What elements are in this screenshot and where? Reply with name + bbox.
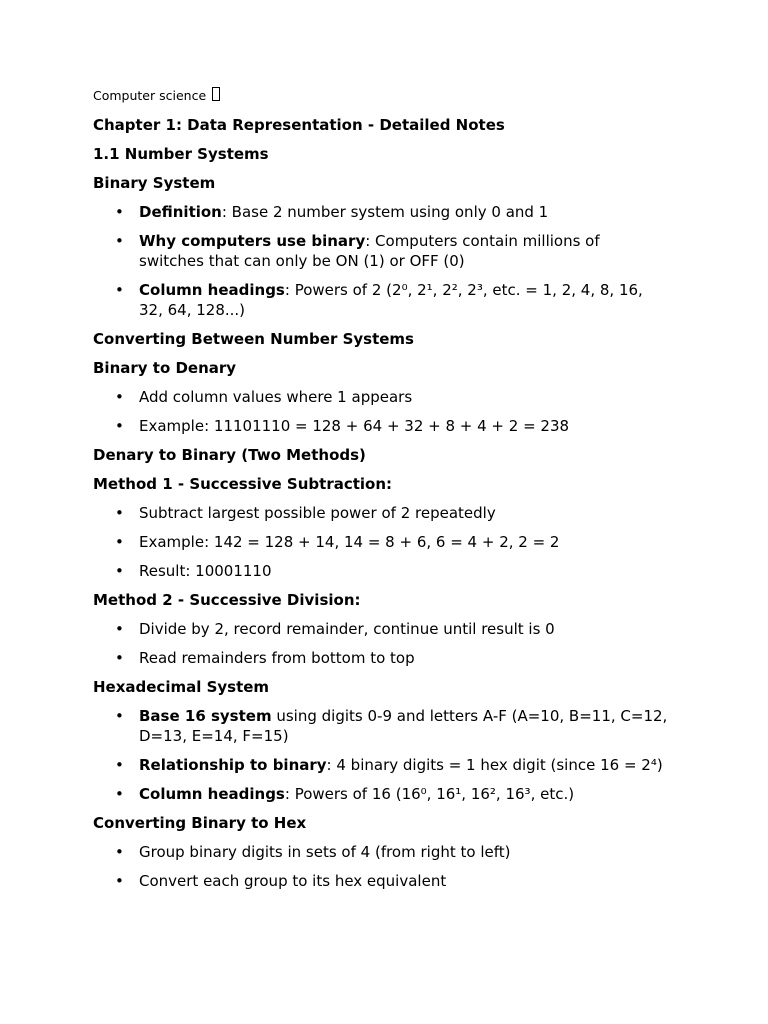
item-text: Example: 142 = 128 + 14, 14 = 8 + 6, 6 = 4 + 2, 2 = 2 bbox=[139, 533, 560, 551]
list-item bbox=[115, 619, 668, 639]
list-item bbox=[115, 561, 668, 581]
bullet-icon: • bbox=[115, 620, 124, 638]
item-text: Example: 11101110 = 128 + 64 + 32 + 8 + 4 + 2 = 238 bbox=[139, 417, 570, 435]
subheading-hexadecimal: Hexadecimal System bbox=[93, 678, 270, 696]
subheading-denary-to-binary: Denary to Binary (Two Methods) bbox=[93, 446, 366, 464]
bullet-icon: • bbox=[115, 649, 124, 667]
item-text: Add column values where 1 appears bbox=[139, 388, 413, 406]
binary-system-list bbox=[93, 202, 668, 320]
subheading-method-1: Method 1 - Successive Subtraction: bbox=[93, 475, 393, 493]
item-text: Read remainders from bottom to top bbox=[139, 649, 415, 667]
subheading-method-2: Method 2 - Successive Division: bbox=[93, 591, 361, 609]
subheading-binary-to-denary: Binary to Denary bbox=[93, 359, 237, 377]
bullet-icon: • bbox=[115, 203, 124, 221]
list-item bbox=[115, 503, 668, 523]
list-item bbox=[115, 842, 668, 862]
item-text: : Computers contain millions of switches that can only be ON (1) or OFF (0) bbox=[139, 232, 600, 270]
header-text: Computer science bbox=[93, 88, 207, 103]
document-header bbox=[93, 86, 668, 106]
list-item bbox=[115, 387, 668, 407]
bullet-icon: • bbox=[115, 785, 124, 803]
subheading-binary-to-hex: Converting Binary to Hex bbox=[93, 814, 307, 832]
item-text: Convert each group to its hex equivalent bbox=[139, 872, 447, 890]
method-2-list bbox=[93, 619, 668, 668]
binary-to-denary-list bbox=[93, 387, 668, 436]
term-label: Why computers use binary bbox=[139, 232, 366, 250]
term-label: Base 16 system bbox=[139, 707, 272, 725]
item-text: using digits 0-9 and letters A-F (A=10, B=11, C=12, D=13, E=14, F=15) bbox=[139, 707, 668, 745]
item-text: Divide by 2, record remainder, continue until result is 0 bbox=[139, 620, 555, 638]
bullet-icon: • bbox=[115, 707, 124, 725]
subheading-binary-system: Binary System bbox=[93, 174, 216, 192]
list-item bbox=[115, 706, 668, 746]
term-label: Definition bbox=[139, 203, 222, 221]
section-heading-number-systems: 1.1 Number Systems bbox=[93, 145, 269, 163]
chapter-title: Chapter 1: Data Representation - Detailed Notes bbox=[93, 116, 505, 134]
item-text: Group binary digits in sets of 4 (from right to left) bbox=[139, 843, 511, 861]
list-item bbox=[115, 416, 668, 436]
bullet-icon: • bbox=[115, 843, 124, 861]
term-label: Column headings bbox=[139, 785, 285, 803]
bullet-icon: • bbox=[115, 388, 124, 406]
list-item bbox=[115, 280, 668, 320]
bullet-icon: • bbox=[115, 281, 124, 299]
term-label: Relationship to binary bbox=[139, 756, 327, 774]
list-item bbox=[115, 231, 668, 271]
binary-to-hex-list bbox=[93, 842, 668, 891]
list-item bbox=[115, 871, 668, 891]
bullet-icon: • bbox=[115, 504, 124, 522]
bullet-icon: • bbox=[115, 533, 124, 551]
list-item bbox=[115, 784, 668, 804]
list-item bbox=[115, 648, 668, 668]
list-item bbox=[115, 202, 668, 222]
item-text: Result: 10001110 bbox=[139, 562, 272, 580]
item-text: : Base 2 number system using only 0 and 1 bbox=[221, 203, 549, 221]
missing-glyph-icon bbox=[212, 87, 220, 101]
bullet-icon: • bbox=[115, 872, 124, 890]
subheading-converting: Converting Between Number Systems bbox=[93, 330, 414, 348]
list-item bbox=[115, 532, 668, 552]
bullet-icon: • bbox=[115, 562, 124, 580]
bullet-icon: • bbox=[115, 232, 124, 250]
item-text: : Powers of 16 (16⁰, 16¹, 16², 16³, etc.) bbox=[284, 785, 575, 803]
method-1-list bbox=[93, 503, 668, 581]
list-item bbox=[115, 755, 668, 775]
item-text: : Powers of 2 (2⁰, 2¹, 2², 2³, etc. = 1, 2, 4, 8, 16, 32, 64, 128...) bbox=[139, 281, 643, 319]
term-label: Column headings bbox=[139, 281, 285, 299]
bullet-icon: • bbox=[115, 417, 124, 435]
item-text: Subtract largest possible power of 2 repeatedly bbox=[139, 504, 496, 522]
item-text: : 4 binary digits = 1 hex digit (since 16 = 2⁴) bbox=[326, 756, 663, 774]
hexadecimal-list bbox=[93, 706, 668, 804]
bullet-icon: • bbox=[115, 756, 124, 774]
